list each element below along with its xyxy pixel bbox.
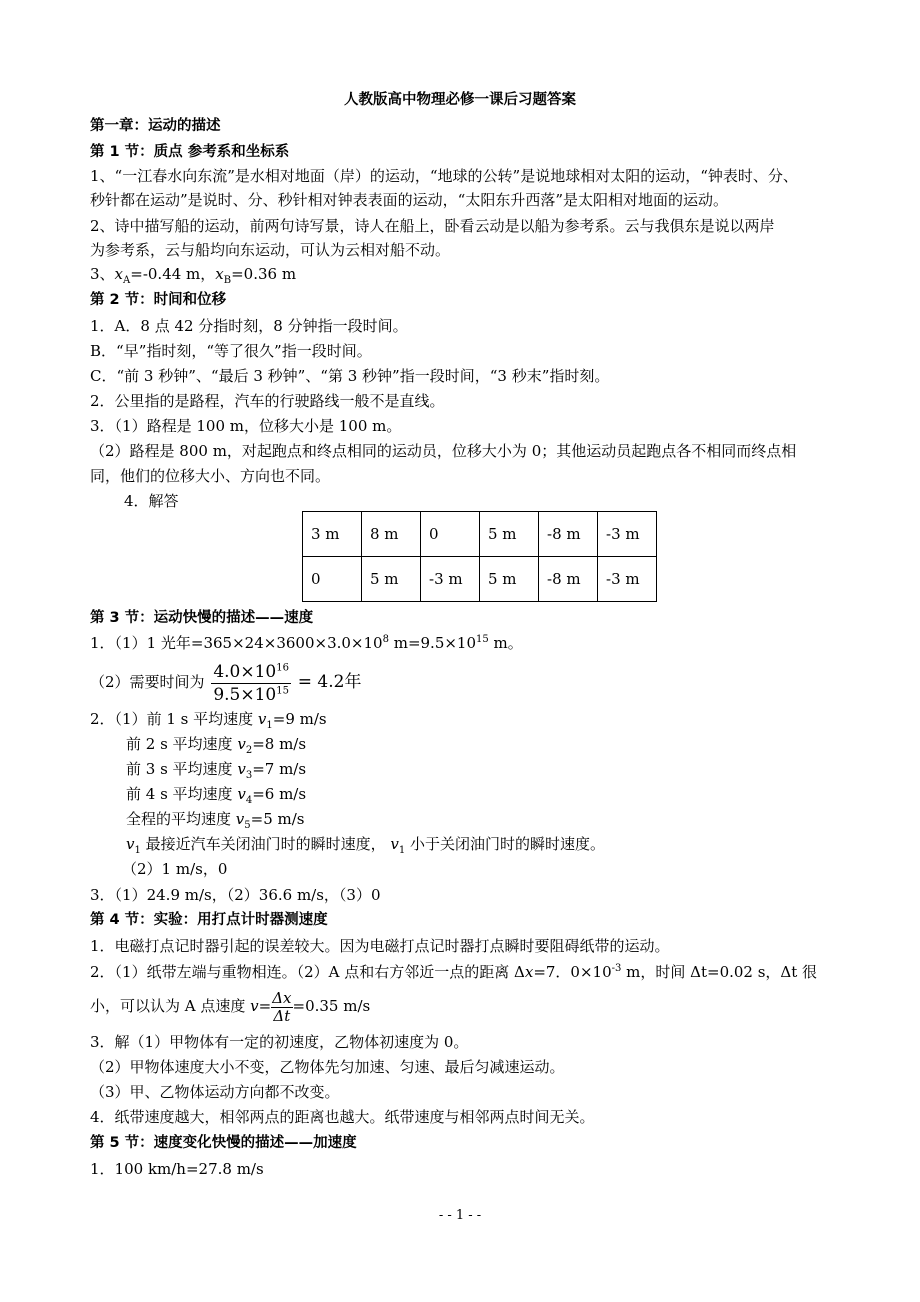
exponent: 8	[382, 634, 389, 645]
text: =	[258, 997, 272, 1015]
sec2-line-8: 4．解答	[124, 492, 179, 510]
table-row	[303, 512, 657, 557]
text: =0.35 m/s	[292, 997, 371, 1015]
sec4-line-1: 1．电磁打点记时器引起的误差较大。因为电磁打点记时器打点瞬时要阻碍纸带的运动。	[90, 937, 670, 955]
text: m。	[488, 634, 523, 652]
sec3-line-4: 前 2 s 平均速度 $v_2=8$ m/s	[126, 735, 307, 756]
text: =8 m/s	[252, 735, 307, 753]
text: 全程的平均速度	[126, 810, 236, 828]
text: =6 m/s	[252, 785, 307, 803]
xB-value: =0.36 m	[231, 265, 297, 283]
fraction-numerator: Δx	[272, 988, 292, 1007]
sec4-line-3: 小，可以认为 A 点速度 v= $\frac{\Delta x}{\Delta t}$ =0.35 m/s	[90, 988, 371, 1025]
item-number: 3、	[90, 265, 115, 283]
table-cell: -8 m	[539, 512, 598, 557]
sec4-line-4: 3．解（1）甲物体有一定的初速度，乙物体初速度为 0。	[90, 1033, 469, 1051]
table-cell: -8 m	[539, 557, 598, 602]
sec3-line-10: 3．（1）24.9 m/s，（2）36.6 m/s，（3）0	[90, 886, 381, 904]
text: 2．（1）纸带左端与重物相连。（2）A 点和右方邻近一点的距离 Δ	[90, 963, 525, 981]
sec1-line-4: 为参考系，云与船均向东运动，可认为云相对船不动。	[90, 241, 451, 259]
table-cell: 5 m	[480, 557, 539, 602]
page-title: 人教版高中物理必修一课后习题答案	[344, 92, 576, 108]
exponent: 15	[276, 684, 289, 696]
sec2-line-1: 1．A．8 点 42 分指时刻，8 分钟指一段时间。	[90, 317, 408, 335]
table-cell: -3 m	[598, 557, 657, 602]
sec4-line-2: 2．（1）纸带左端与重物相连。（2）A 点和右方邻近一点的距离 Δx=7．$0\times 10^{-3}$ m，时间 Δt=0.02 s，Δt 很	[90, 963, 818, 981]
fraction	[271, 990, 292, 1025]
sec3-line-5: 前 3 s 平均速度 $v_3=7$ m/s	[126, 760, 307, 781]
sec2-line-3: C．“前 3 秒钟”、“最后 3 秒钟”、“第 3 秒钟”指一段时间，“3 秒末”指时刻。	[90, 367, 610, 385]
section-5-heading: 第 5 节：速度变化快慢的描述——加速度	[90, 1135, 357, 1151]
table-cell: -3 m	[421, 557, 480, 602]
table-cell: -3 m	[598, 512, 657, 557]
sec3-line-8: $v_1$ 最接近汽车关闭油门时的瞬时速度， $v_1$ 小于关闭油门时的瞬时速度。	[126, 835, 606, 856]
exponent: 16	[276, 661, 289, 673]
text: 9.5×10	[213, 684, 277, 705]
sec5-line-1: 1．100 km/h=27.8 m/s	[90, 1160, 264, 1178]
sec2-line-7: 同，他们的位移大小、方向也不同。	[90, 467, 331, 485]
sec1-line-3: 2、诗中描写船的运动，前两句诗写景，诗人在船上，卧看云动是以船为参考系。云与我俱东是说以两岸	[90, 217, 775, 235]
section-3-heading: 第 3 节：运动快慢的描述——速度	[90, 610, 314, 626]
text: 前 2 s 平均速度	[126, 735, 238, 753]
table-cell: 0	[421, 512, 480, 557]
exponent: 15	[476, 634, 489, 645]
text: =7 m/s	[252, 760, 307, 778]
exponent: -3	[611, 963, 622, 974]
section-4-heading: 第 4 节：实验：用打点计时器测速度	[90, 912, 328, 928]
sec3-line-6: 前 4 s 平均速度 $v_4=6$ m/s	[126, 785, 307, 806]
page-number: - - 1 - -	[438, 1208, 482, 1223]
sec3-line-9: （2）1 m/s，0	[122, 860, 228, 878]
text: 4.0×10	[213, 661, 277, 682]
sec4-line-7: 4．纸带速度越大，相邻两点的距离也越大。纸带速度与相邻两点时间无关。	[90, 1108, 595, 1126]
sec3-line-3: 2．（1）前 1 s 平均速度 $v_1=9$ m/s	[90, 710, 327, 731]
text: 前 3 s 平均速度	[126, 760, 238, 778]
sec1-line-1: 1、“一江春水向东流”是水相对地面（岸）的运动，“地球的公转”是说地球相对太阳的运动，“钟表时、分、	[90, 167, 798, 185]
sec4-line-5: （2）甲物体速度大小不变，乙物体先匀加速、匀速、最后匀减速运动。	[90, 1058, 565, 1076]
text: m，时间 Δt=0.02 s，Δt 很	[621, 963, 818, 981]
sec1-line-2: 秒针都在运动”是说时、分、秒针相对钟表表面的运动，“太阳东升西落”是太阳相对地面的运动。	[90, 191, 729, 209]
sec3-line-1	[90, 633, 523, 653]
text: 小于关闭油门时的瞬时速度。	[405, 835, 606, 853]
text: （2）需要时间为	[90, 673, 205, 691]
table-cell: 5 m	[480, 512, 539, 557]
fraction-denominator: Δt	[273, 1006, 291, 1025]
table-cell: 5 m	[362, 557, 421, 602]
chapter-heading: 第一章：运动的描述	[90, 118, 221, 134]
text: m=9.5×10	[388, 634, 477, 652]
sec2-line-4: 2．公里指的是路程，汽车的行驶路线一般不是直线。	[90, 392, 445, 410]
sec2-line-2: B．“早”指时刻，“等了很久”指一段时间。	[90, 342, 372, 360]
sec2-line-6: （2）路程是 800 m，对起跑点和终点相同的运动员，位移大小为 0；其他运动员起跑点各不相同而终点相	[90, 442, 797, 460]
sec2-line-5: 3．（1）路程是 100 m，位移大小是 100 m。	[90, 417, 402, 435]
table-cell: 3 m	[303, 512, 362, 557]
text: 2．（1）前 1 s 平均速度	[90, 710, 258, 728]
table-row	[303, 557, 657, 602]
text: =5 m/s	[250, 810, 305, 828]
sec4-line-6: （3）甲、乙物体运动方向都不改变。	[90, 1083, 340, 1101]
sec3-line-2	[90, 660, 361, 706]
section-1-heading: 第 1 节：质点 参考系和坐标系	[90, 144, 290, 160]
sec3-line-7: 全程的平均速度 $v_5=5$ m/s	[126, 810, 305, 831]
text: 1．（1）1 光年=365×24×3600×3.0×10	[90, 634, 383, 652]
xA-value: =-0.44 m，	[130, 265, 216, 283]
fraction-denominator	[211, 684, 291, 706]
section-2-heading: 第 2 节：时间和位移	[90, 292, 227, 308]
result: = 4.2年	[297, 672, 362, 692]
text: 最接近汽车关闭油门时的瞬时速度，	[140, 835, 391, 853]
text: 前 4 s 平均速度	[126, 785, 238, 803]
text: =7．0×10	[533, 963, 612, 981]
table-cell: 8 m	[362, 512, 421, 557]
text: =9 m/s	[272, 710, 327, 728]
answer-table	[302, 511, 657, 602]
sec1-line-5: 3、$x_A=-0.44$ m，$x_B=0.36$ m	[90, 265, 297, 286]
table-cell: 0	[303, 557, 362, 602]
text: 小，可以认为 A 点速度	[90, 997, 251, 1015]
fraction	[211, 661, 291, 706]
fraction-numerator	[211, 661, 291, 684]
